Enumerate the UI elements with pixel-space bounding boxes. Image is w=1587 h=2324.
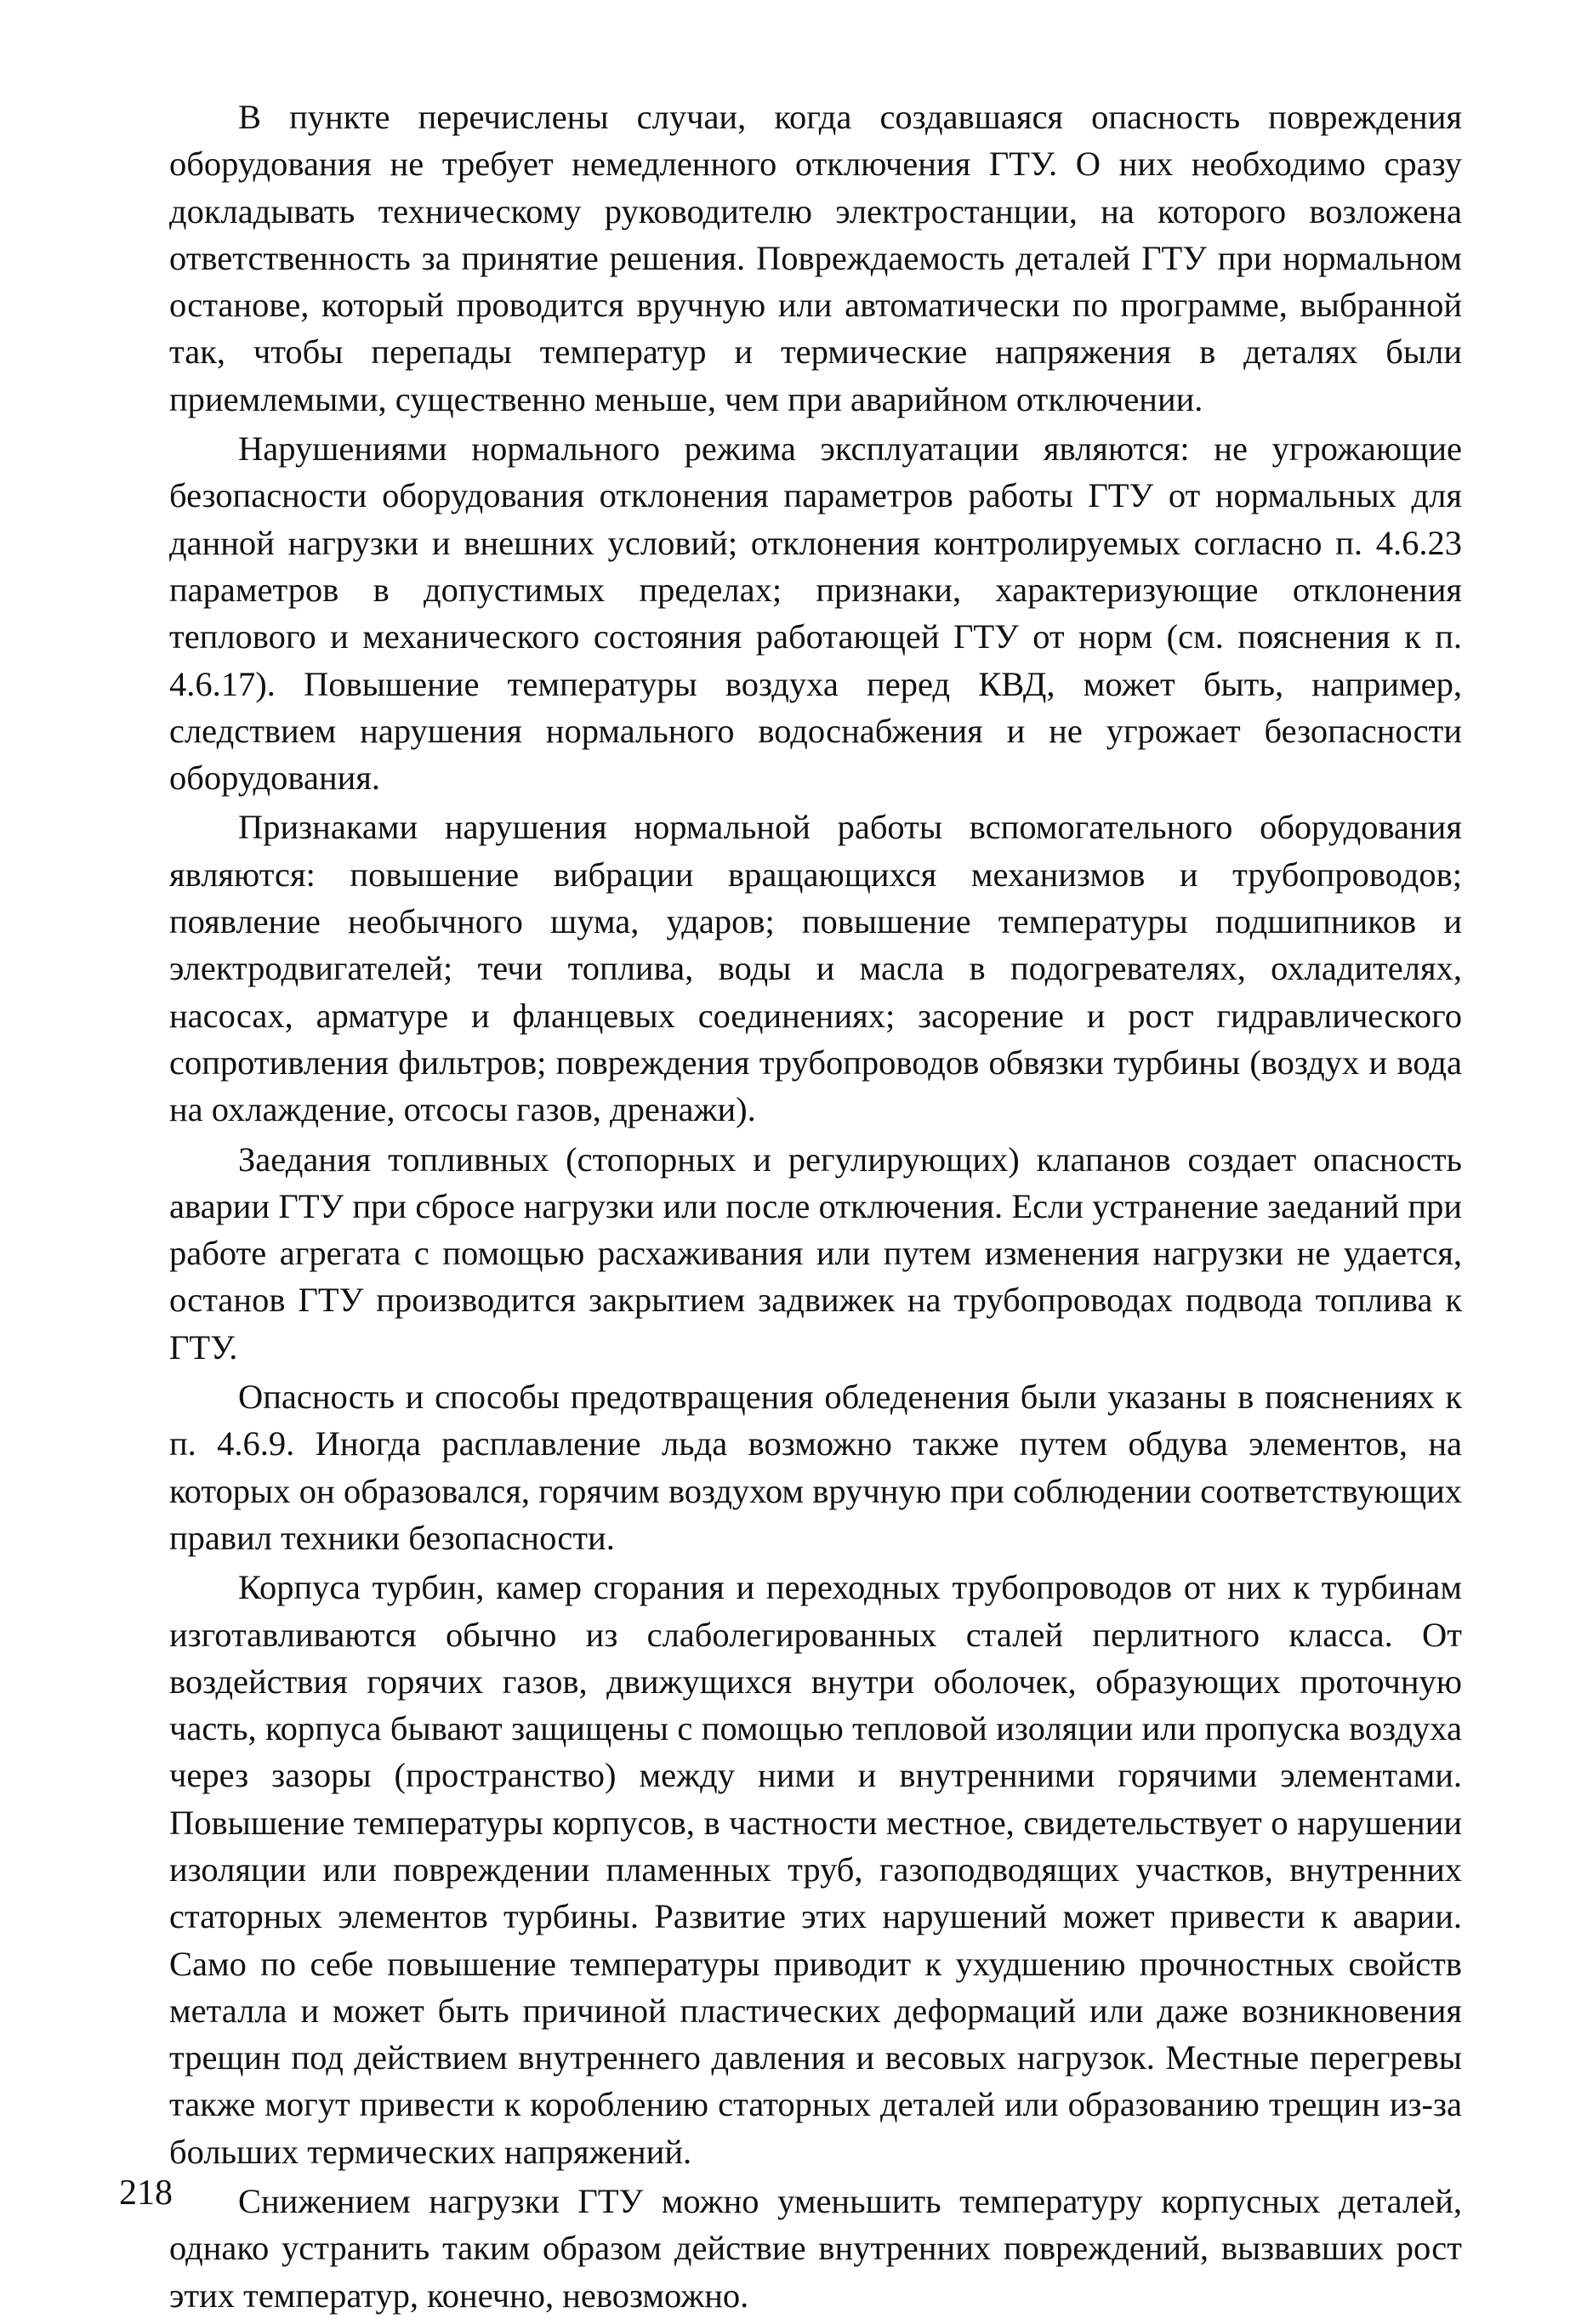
paragraph-1: В пункте перечислены случаи, когда создавшаяся опасность повреждения оборудования не требует немедленного отключения ГТУ. О них необходимо сразу докладывать техническому руководителю электростанции, на которого возложена ответственность за принятие решения. Повреждаемость деталей ГТУ при нормальном останове, который проводится вручную или автоматически по программе, выбранной так, чтобы перепады температур и термические напряжения в деталях были приемлемыми, существенно меньше, чем при аварийном отключении. bbox=[169, 98, 1462, 418]
paragraph-5: Опасность и способы предотвращения обледенения были указаны в пояснениях к п. 4.6.9. Иногда расплавление льда возможно также путем обдува элементов, на которых он образовался, горячим воздухом вручную при соблюдении соответствующих правил техники безопасности. bbox=[169, 1378, 1462, 1557]
paragraph-6: Корпуса турбин, камер сгорания и переходных трубопроводов от них к турбинам изготавливаются обычно из слаболегированных сталей перлитного класса. От воздействия горячих газов, движущихся внутри оболочек, образующих проточную часть, корпуса бывают защищены с помощью тепловой изоляции или пропуска воздуха через зазоры (пространство) между ними и внутренними горячими элементами. Повышение температуры корпусов, в частности местное, свидетельствует о нарушении изоляции или повреждении пламенных труб, газоподводящих участков, внутренних статорных элементов турбины. Развитие этих нарушений может привести к аварии. Само по себе повышение температуры приводит к ухудшению прочностных свойств металла и может быть причиной пластических деформаций или даже возникновения трещин под действием внутреннего давления и весовых нагрузок. Местные перегревы также могут привести к короблению статорных деталей или образованию трещин из-за больших термических напряжений. bbox=[169, 1568, 1462, 2171]
paragraph-3: Признаками нарушения нормальной работы вспомогательного оборудования являются: повышение вибрации вращающихся механизмов и трубопроводов; появление необычного шума, ударов; повышение температуры подшипников и электродвигателей; течи топлива, воды и масла в подогревателях, охладителях, насосах, арматуре и фланцевых соединениях; засорение и рост гидравлического сопротивления фильтров; повреждения трубопроводов обвязки турбины (воздух и вода на охлаждение, отсосы газов, дренажи). bbox=[169, 808, 1462, 1129]
paragraph-7: Снижением нагрузки ГТУ можно уменьшить температуру корпусных деталей, однако устранить таким образом действие внутренних повреждений, вызвавших рост этих температур, конечно, невозможно. bbox=[169, 2182, 1462, 2315]
paragraph-4: Заедания топливных (стопорных и регулирующих) клапанов создает опасность аварии ГТУ при сбросе нагрузки или после отключения. Если устранение заеданий при работе агрегата с помощью расхаживания или путем изменения нагрузки не удается, останов ГТУ производится закрытием задвижек на трубопроводах подвода топлива к ГТУ. bbox=[169, 1139, 1462, 1367]
paragraph-2: Нарушениями нормального режима эксплуатации являются: не угрожающие безопасности оборудования отклонения параметров работы ГТУ от нормальных для данной нагрузки и внешних условий; отклонения контролируемых согласно п. 4.6.23 параметров в допустимых пределах; признаки, характеризующие отклонения теплового и механического состояния работающей ГТУ от норм (см. пояснения к п. 4.6.17). Повышение температуры воздуха перед КВД, может быть, например, следствием нарушения нормального водоснабжения и не угрожает безопасности оборудования. bbox=[169, 429, 1462, 798]
page-number: 218 bbox=[119, 2173, 173, 2213]
body-text bbox=[169, 94, 1462, 2321]
